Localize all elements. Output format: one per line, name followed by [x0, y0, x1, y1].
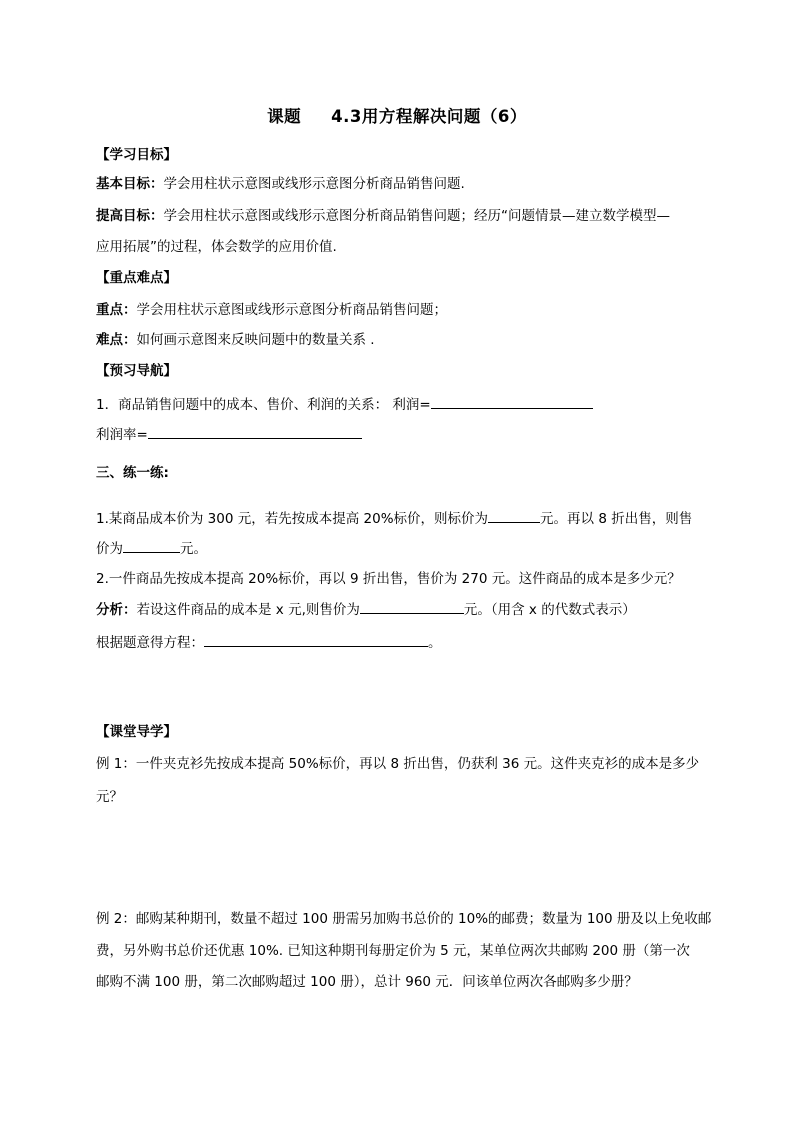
list-price-blank[interactable] [488, 508, 540, 523]
sale-price-blank[interactable] [123, 538, 180, 553]
hard-point [96, 330, 706, 350]
title-prefix: 课题 [267, 107, 302, 126]
key-point-text: 学会用柱状示意图或线形示意图分析商品销售问题； [136, 302, 447, 318]
analysis-label: 分析： [96, 602, 137, 618]
example-2-line1: 例 2：邮购某种期刊，数量不超过 100 册需另加购书总价的 10%的邮费；数量为 100 册及以上免收邮 [96, 911, 712, 927]
basic-goal-text: 学会用柱状示意图或线形示意图分析商品销售问题. [163, 176, 465, 192]
title-main: 4.3用方程解决问题（6） [331, 107, 527, 126]
equation-label: 根据题意得方程： [96, 635, 204, 651]
lesson-heading: 【课堂导学】 [96, 724, 177, 740]
analysis-text-a: 若设这件商品的成本是 x 元,则售价为 [136, 602, 360, 618]
profit-rate-label: 利润率= [96, 427, 148, 443]
hard-point-label: 难点： [96, 332, 137, 348]
practice-1-line2 [96, 538, 706, 559]
preview-heading: 【预习导航】 [96, 363, 177, 379]
key-point-label: 重点： [96, 302, 137, 318]
example-1-line2: 元？ [96, 789, 123, 805]
key-points-heading: 【重点难点】 [96, 270, 177, 286]
analysis-text-b: 元。（用含 x 的代数式表示） [463, 602, 636, 618]
hard-point-text: 如何画示意图来反映问题中的数量关系 . [136, 332, 375, 348]
basic-goal-label: 基本目标： [96, 176, 164, 192]
practice-heading: 三、练一练: [96, 465, 169, 481]
basic-goal [96, 174, 706, 194]
analysis-line [96, 599, 706, 620]
preview-q1 [96, 394, 706, 415]
practice-2: 2.一件商品先按成本提高 20%标价，再以 9 折出售，售价为 270 元。这件商品的成本是多少元？ [96, 571, 681, 587]
practice-1-line1 [96, 508, 706, 529]
key-point [96, 300, 706, 320]
example-1-line1: 例 1：一件夹克衫先按成本提高 50%标价，再以 8 折出售，仍获利 36 元。这件夹克衫的成本是多少 [96, 756, 700, 772]
practice-1-text-b: 元。再以 8 折出售，则售 [540, 511, 693, 527]
example-2-line2: 费，另外购书总价还优惠 10%. 已知这种期刊每册定价为 5 元，某单位两次共邮购 200 册（第一次 [96, 943, 690, 959]
example-2-line3: 邮购不满 100 册，第二次邮购超过 100 册），总计 960 元．问该单位两次各邮购多少册？ [96, 974, 638, 990]
equation-line [96, 632, 706, 653]
preview-q1-text: 1．商品销售问题中的成本、售价、利润的关系： 利润= [96, 397, 431, 413]
advanced-goal [96, 206, 706, 226]
preview-q1-line2 [96, 424, 706, 445]
equation-end: 。 [428, 635, 442, 651]
goals-heading: 【学习目标】 [96, 147, 177, 163]
practice-1-text-a: 1.某商品成本价为 300 元，若先按成本提高 20%标价，则标价为 [96, 511, 489, 527]
equation-blank[interactable] [204, 632, 428, 647]
page-title [0, 103, 794, 127]
practice-1-text-c: 价为 [96, 541, 123, 557]
practice-1-text-d: 元。 [180, 541, 207, 557]
advanced-goal-label: 提高目标： [96, 208, 164, 224]
profit-blank[interactable] [431, 394, 593, 409]
advanced-goal-text-2: 应用拓展”的过程，体会数学的应用价值. [96, 239, 337, 255]
advanced-goal-text-1: 学会用柱状示意图或线形示意图分析商品销售问题；经历“问题情景—建立数学模型— [163, 208, 670, 224]
expression-blank[interactable] [360, 599, 464, 614]
profit-rate-blank[interactable] [148, 424, 362, 439]
